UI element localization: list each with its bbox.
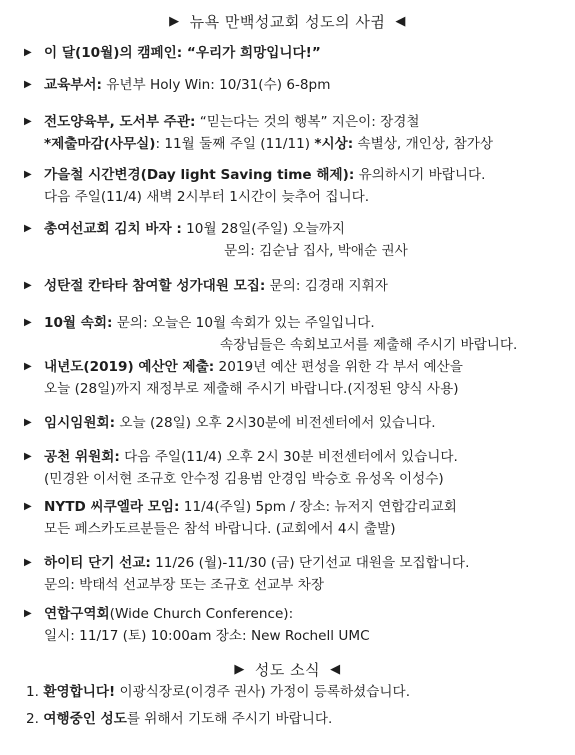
item-text: 10월 28일(주일) 오늘까지 bbox=[181, 221, 346, 237]
news-number: 1. bbox=[26, 684, 39, 700]
right-pointer-icon: ▶ bbox=[169, 13, 180, 29]
left-pointer-icon: ◀ bbox=[330, 661, 341, 677]
bullet-icon: ▶ bbox=[24, 47, 32, 58]
list-item bbox=[24, 111, 564, 155]
list-item bbox=[24, 356, 564, 400]
list-item bbox=[24, 74, 564, 96]
item-title: 이 달(10월)의 캠페인: “우리가 희망입니다!” bbox=[44, 45, 321, 61]
item-title: 연합구역회 bbox=[44, 606, 110, 622]
list-item bbox=[24, 412, 564, 434]
item-text: 다음 주일(11/4) 오후 2시 30분 비전센터에서 있습니다. bbox=[119, 449, 458, 465]
list-item bbox=[24, 164, 564, 208]
news-item bbox=[26, 681, 566, 703]
bullet-icon: ▶ bbox=[24, 169, 32, 180]
list-item bbox=[24, 218, 564, 262]
item-text: 11/26 (월)-11/30 (금) 단기선교 대원을 모집합니다. bbox=[150, 555, 470, 571]
item-title: 교육부서: bbox=[44, 77, 102, 93]
item-detail: 다음 주일(11/4) 새벽 2시부터 1시간이 늦추어 집니다. bbox=[44, 189, 370, 205]
list-item bbox=[24, 312, 564, 356]
section-header bbox=[0, 657, 575, 681]
item-text: “믿는다는 것의 행복” 지은이: 장경철 bbox=[195, 114, 420, 130]
item-title: NYTD 씨쿠엘라 모임: bbox=[44, 499, 180, 515]
bullet-icon: ▶ bbox=[24, 361, 32, 372]
page-title: 뉴욕 만백성교회 성도의 사귐 bbox=[189, 12, 386, 31]
list-item bbox=[24, 275, 564, 297]
right-pointer-icon: ▶ bbox=[234, 661, 245, 677]
item-title: 가을철 시간변경(Day light Saving time 해제): bbox=[44, 167, 355, 183]
news-number: 2. bbox=[26, 711, 39, 727]
item-detail: 문의: 김순남 집사, 박애순 권사 bbox=[224, 243, 408, 259]
item-title: 내년도(2019) 예산안 제출: bbox=[44, 359, 215, 375]
item-text: 11/4(주일) 5pm / 장소: 뉴저지 연합감리교회 bbox=[179, 499, 457, 515]
item-text: 2019년 예산 편성을 위한 각 부서 예산을 bbox=[214, 359, 463, 375]
deadline-label: *제출마감(사무실) bbox=[44, 136, 156, 152]
item-title: 총여선교회 김치 바자 : bbox=[44, 221, 182, 237]
deadline-text: : 11월 둘째 주일 (11/11) bbox=[155, 136, 315, 152]
item-detail: 속장님들은 속회보고서를 제출해 주시기 바랍니다. bbox=[220, 337, 518, 353]
news-text: 이광식장로(이경주 권사) 가정이 등록하셨습니다. bbox=[115, 684, 411, 700]
section-title: 성도 소식 bbox=[254, 660, 321, 679]
award-text: 속별상, 개인상, 참가상 bbox=[353, 136, 494, 152]
item-title: 하이티 단기 선교: bbox=[44, 555, 151, 571]
list-item bbox=[24, 552, 564, 596]
item-text: (Wide Church Conference): bbox=[109, 606, 294, 622]
bullet-icon: ▶ bbox=[24, 116, 32, 127]
bullet-icon: ▶ bbox=[24, 451, 32, 462]
bullet-icon: ▶ bbox=[24, 280, 32, 291]
list-item bbox=[24, 42, 564, 64]
item-detail: 오늘 (28일)까지 재정부로 제출해 주시기 바랍니다.(지정된 양식 사용) bbox=[44, 381, 459, 397]
bullet-icon: ▶ bbox=[24, 417, 32, 428]
item-text: 문의: 오늘은 10월 속회가 있는 주일입니다. bbox=[112, 315, 375, 331]
news-title: 환영합니다! bbox=[43, 684, 116, 700]
award-label: *시상: bbox=[314, 136, 354, 152]
list-item bbox=[24, 446, 564, 490]
bullet-icon: ▶ bbox=[24, 557, 32, 568]
left-pointer-icon: ◀ bbox=[395, 13, 406, 29]
bullet-icon: ▶ bbox=[24, 79, 32, 90]
page-header bbox=[0, 9, 575, 33]
item-detail: 모든 페스카도르분들은 참석 바랍니다. (교회에서 4시 출발) bbox=[44, 521, 396, 537]
news-item bbox=[26, 708, 566, 730]
item-detail: 일시: 11/17 (토) 10:00am 장소: New Rochell UMC bbox=[44, 628, 370, 644]
list-item bbox=[24, 496, 564, 540]
bullet-icon: ▶ bbox=[24, 317, 32, 328]
bullet-icon: ▶ bbox=[24, 501, 32, 512]
item-title: 성탄절 칸타타 참여할 성가대원 모집: bbox=[44, 278, 266, 294]
news-text: 를 위해서 기도해 주시기 바랍니다. bbox=[126, 711, 333, 727]
item-detail: 문의: 박태석 선교부장 또는 조규호 선교부 차장 bbox=[44, 577, 325, 593]
item-detail: (민경완 이서현 조규호 안수정 김용범 안경임 박승호 유성옥 이성수) bbox=[44, 471, 444, 487]
bullet-icon: ▶ bbox=[24, 223, 32, 234]
item-text: 유년부 Holy Win: 10/31(수) 6-8pm bbox=[101, 77, 331, 93]
list-item bbox=[24, 603, 564, 647]
item-title: 10월 속회: bbox=[44, 315, 113, 331]
item-text: 문의: 김경래 지휘자 bbox=[265, 278, 388, 294]
item-title: 전도양육부, 도서부 주관: bbox=[44, 114, 196, 130]
item-title: 공천 위원회: bbox=[44, 449, 120, 465]
item-title: 임시임원회: bbox=[44, 415, 116, 431]
news-title: 여행중인 성도 bbox=[43, 711, 127, 727]
item-text: 오늘 (28일) 오후 2시30분에 비전센터에서 있습니다. bbox=[115, 415, 436, 431]
item-text: 유의하시기 바랍니다. bbox=[354, 167, 486, 183]
bullet-icon: ▶ bbox=[24, 608, 32, 619]
